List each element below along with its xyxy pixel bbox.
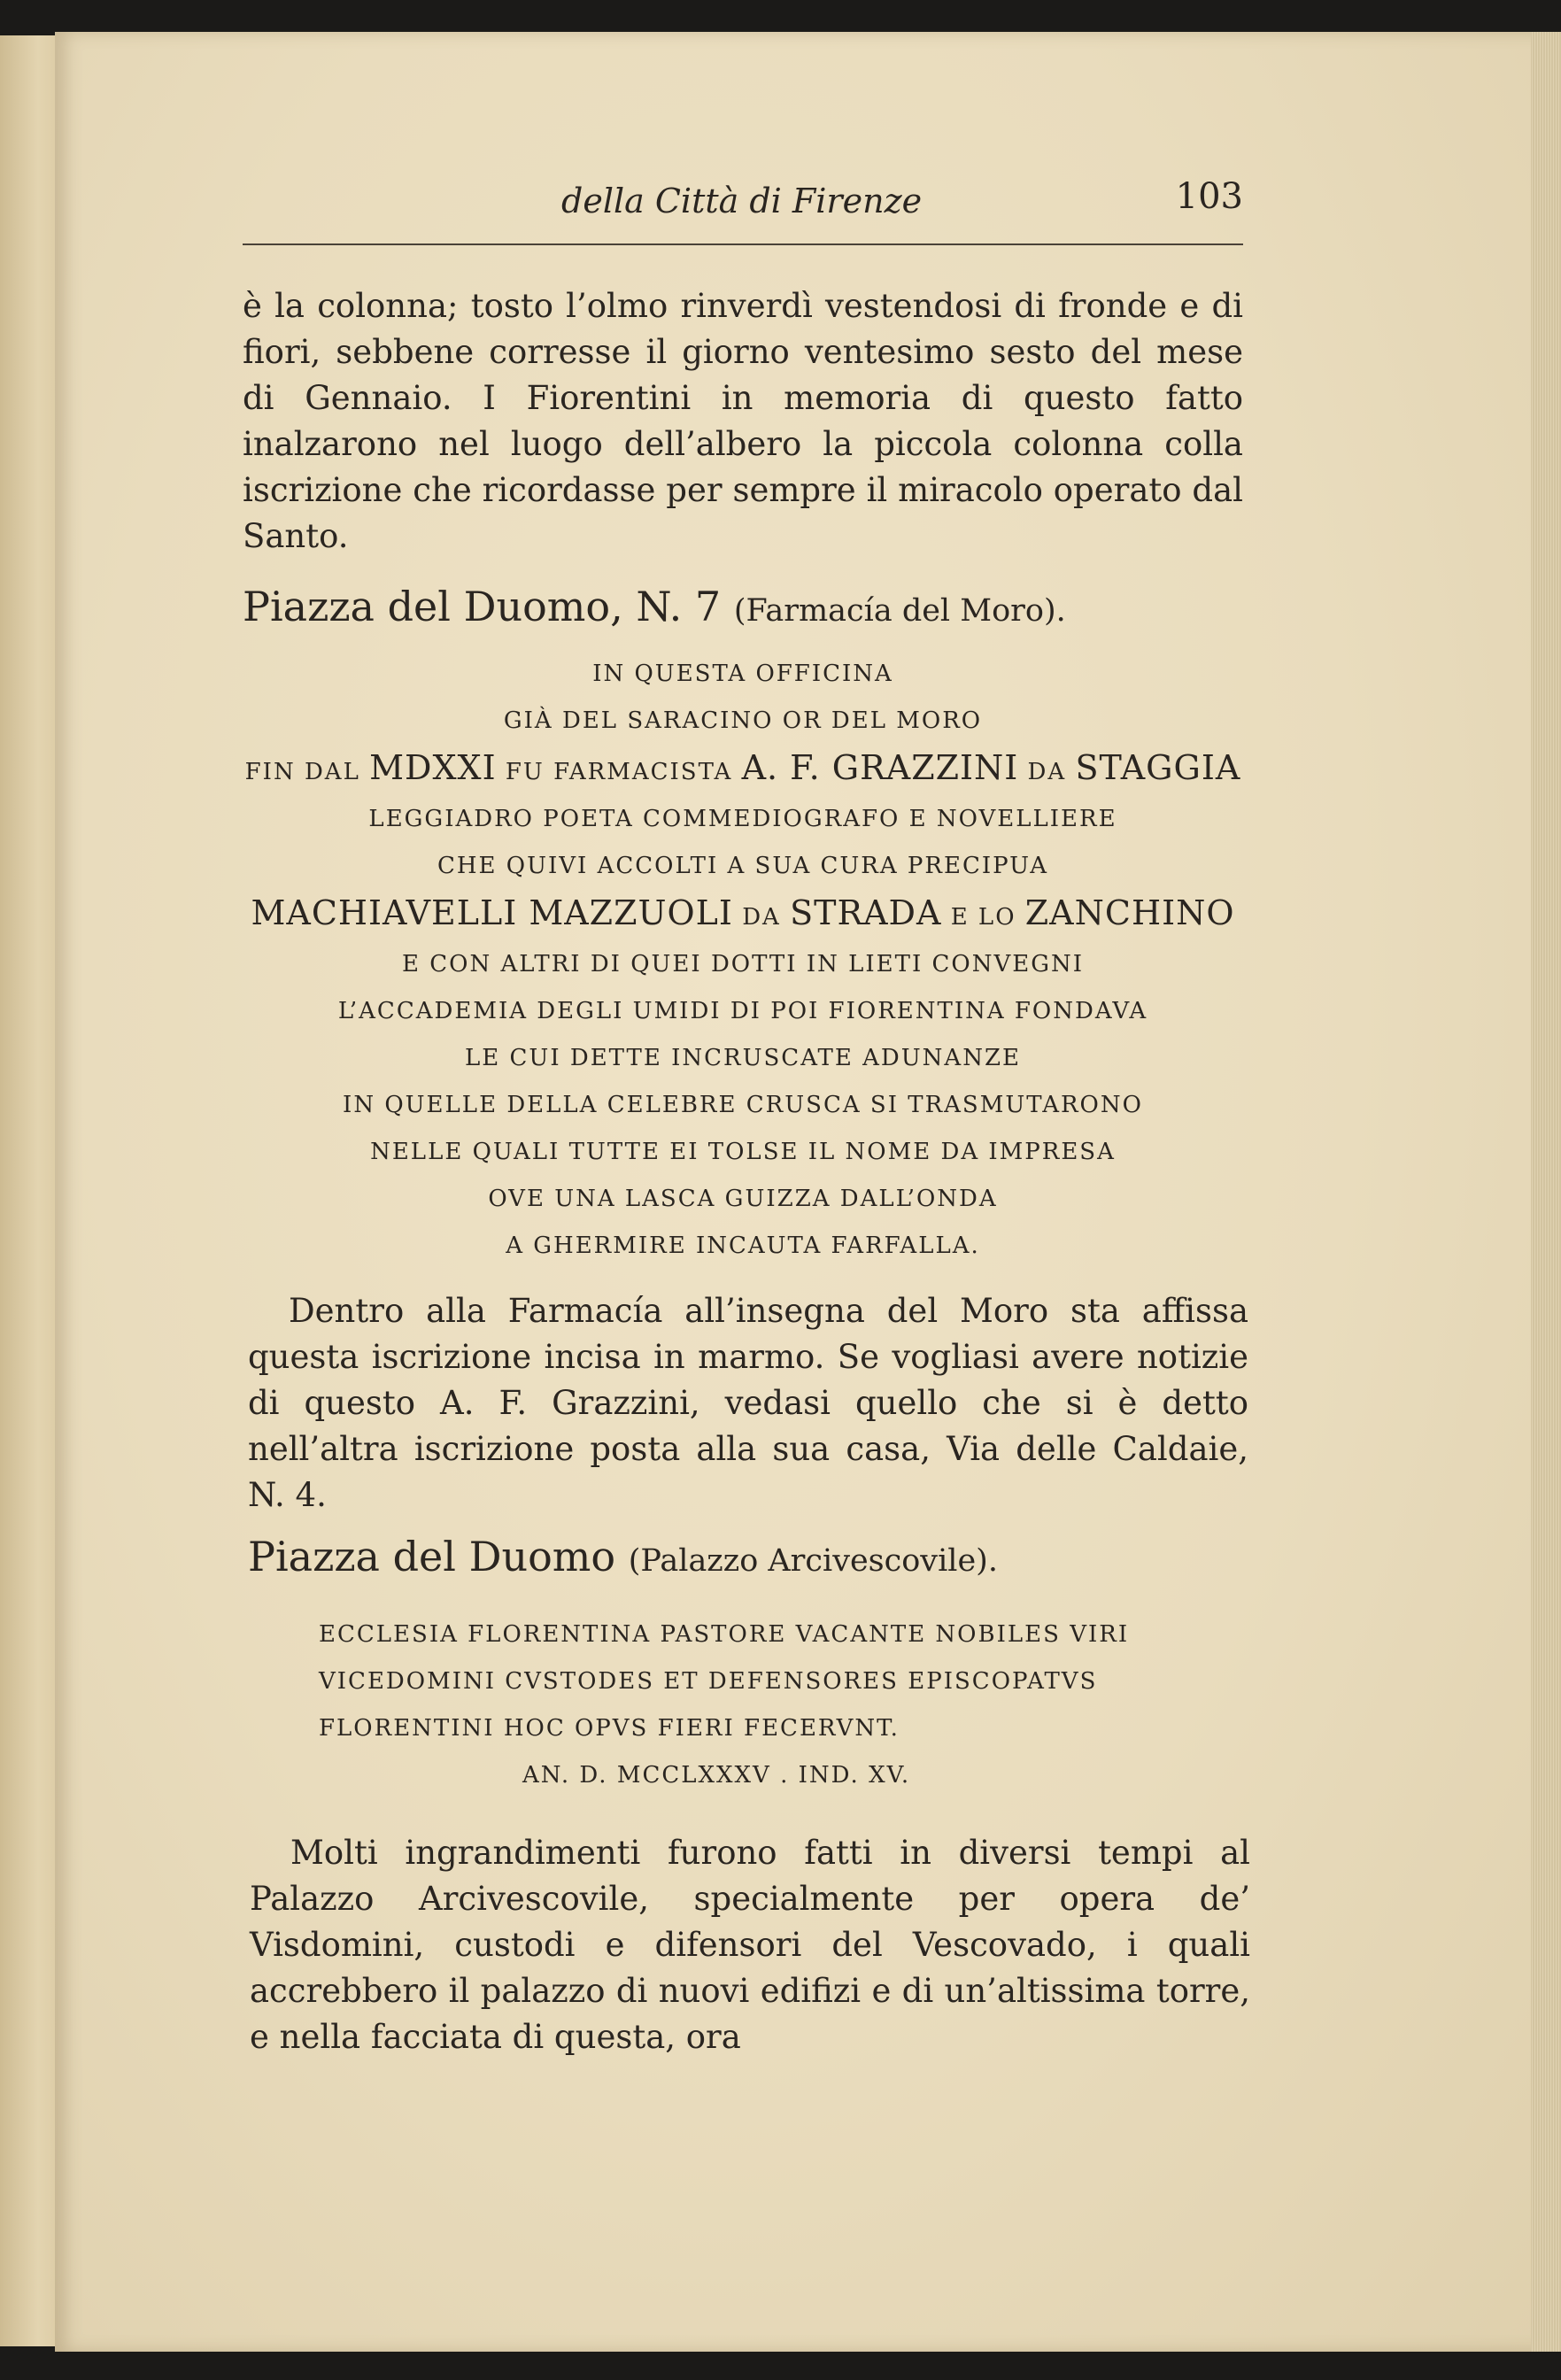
inscription-line: [243, 890, 1243, 941]
inscription-line: CHE QUIVI ACCOLTI A SUA CURA PRECIPUA: [437, 853, 1049, 879]
inscription-fragment: ZANCHINO: [1024, 893, 1235, 932]
inscription-fragment: FU FARMACISTA: [505, 759, 733, 785]
inscription-fragment: DA: [742, 904, 781, 931]
inscription-line: [243, 745, 1243, 796]
inscription-line: VICEDOMINI CVSTODES ET DEFENSORES EPISCOPATVS: [319, 1668, 1098, 1695]
section2-paragraph: Molti ingrandimenti furono fatti in diversi tempi al Palazzo Arcivescovile, specialmente per opera de’ Visdomini, custodi e difensori del Vescovado, i quali accrebbero il palazzo di nuovi edifizi e di un’altissima torre, e nella facciata di questa, ora: [250, 1834, 1250, 2056]
inscription-line: IN QUELLE DELLA CELEBRE CRUSCA SI TRASMUTARONO: [343, 1092, 1143, 1118]
inscription-line: GIÀ DEL SARACINO OR DEL MORO: [503, 707, 983, 734]
inscription-fragment: STAGGIA: [1075, 748, 1241, 787]
section2-subheading: (Palazzo Arcivescovile).: [628, 1543, 998, 1579]
section1-heading-text: Piazza del Duomo, N. 7: [243, 583, 722, 630]
inscription-fragment: E LO: [950, 904, 1016, 931]
section2-inscription: [319, 1611, 1257, 1799]
inscription-line: LE CUI DETTE INCRUSCATE ADUNANZE: [465, 1045, 1021, 1071]
inscription-line: LEGGIADRO POETA COMMEDIOGRAFO E NOVELLIERE: [368, 806, 1117, 832]
section1-inscription: [243, 651, 1243, 1270]
inscription-line: L’ACCADEMIA DEGLI UMIDI DI POI FIORENTINA FONDAVA: [337, 998, 1148, 1024]
running-title: della Città di Firenze: [561, 182, 923, 220]
inscription-fragment: MACHIAVELLI MAZZUOLI: [251, 893, 733, 932]
intro-paragraph: è la colonna; tosto l’olmo rinverdì vestendosi di fronde e di fiori, sebbene corresse il giorno ventesimo sesto del mese di Gennaio. I Fiorentini in memoria di questo fatto inalzarono nel luogo dell’albero la piccola colonna colla iscrizione che ricordasse per sempre il miracolo operato dal Santo.: [243, 287, 1243, 555]
section1-subheading: (Farmacía del Moro).: [733, 593, 1066, 629]
inscription-fragment: MDXXI: [369, 748, 497, 787]
section2-heading-text: Piazza del Duomo: [248, 1533, 616, 1580]
inscription-fragment: FIN DAL: [244, 759, 360, 785]
inscription-line: E CON ALTRI DI QUEI DOTTI IN LIETI CONVEGNI: [401, 951, 1084, 978]
inscription-line: OVE UNA LASCA GUIZZA DALL’ONDA: [488, 1186, 998, 1212]
page-number: 103: [1175, 176, 1243, 217]
inscription-fragment: A. F. GRAZZINI: [741, 748, 1019, 787]
inscription-line: FLORENTINI HOC OPVS FIERI FECERVNT.: [319, 1715, 900, 1742]
inscription-line: A GHERMIRE INCAUTA FARFALLA.: [506, 1232, 980, 1259]
inscription-fragment: STRADA: [790, 893, 942, 932]
inscription-line: AN. D. MCCLXXXV . IND. XV.: [522, 1762, 911, 1789]
page-stack-edge: [1531, 32, 1561, 2352]
section1-paragraph: Dentro alla Farmacía all’insegna del Moro sta affissa questa iscrizione incisa in marmo. Se vogliasi avere notizie di questo A. F. Grazzini, vedasi quello che si è detto nell’altra iscrizione posta alla sua casa, Via delle Caldaie, N. 4.: [248, 1292, 1248, 1514]
inscription-fragment: DA: [1027, 759, 1067, 785]
inscription-line: NELLE QUALI TUTTE EI TOLSE IL NOME DA IMPRESA: [370, 1139, 1116, 1165]
inscription-line: IN QUESTA OFFICINA: [592, 661, 893, 687]
running-header: [243, 176, 1243, 245]
section1-heading: [243, 580, 1243, 638]
inscription-line: ECCLESIA FLORENTINA PASTORE VACANTE NOBILES VIRI: [319, 1621, 1130, 1648]
section2-heading: [248, 1530, 1248, 1588]
